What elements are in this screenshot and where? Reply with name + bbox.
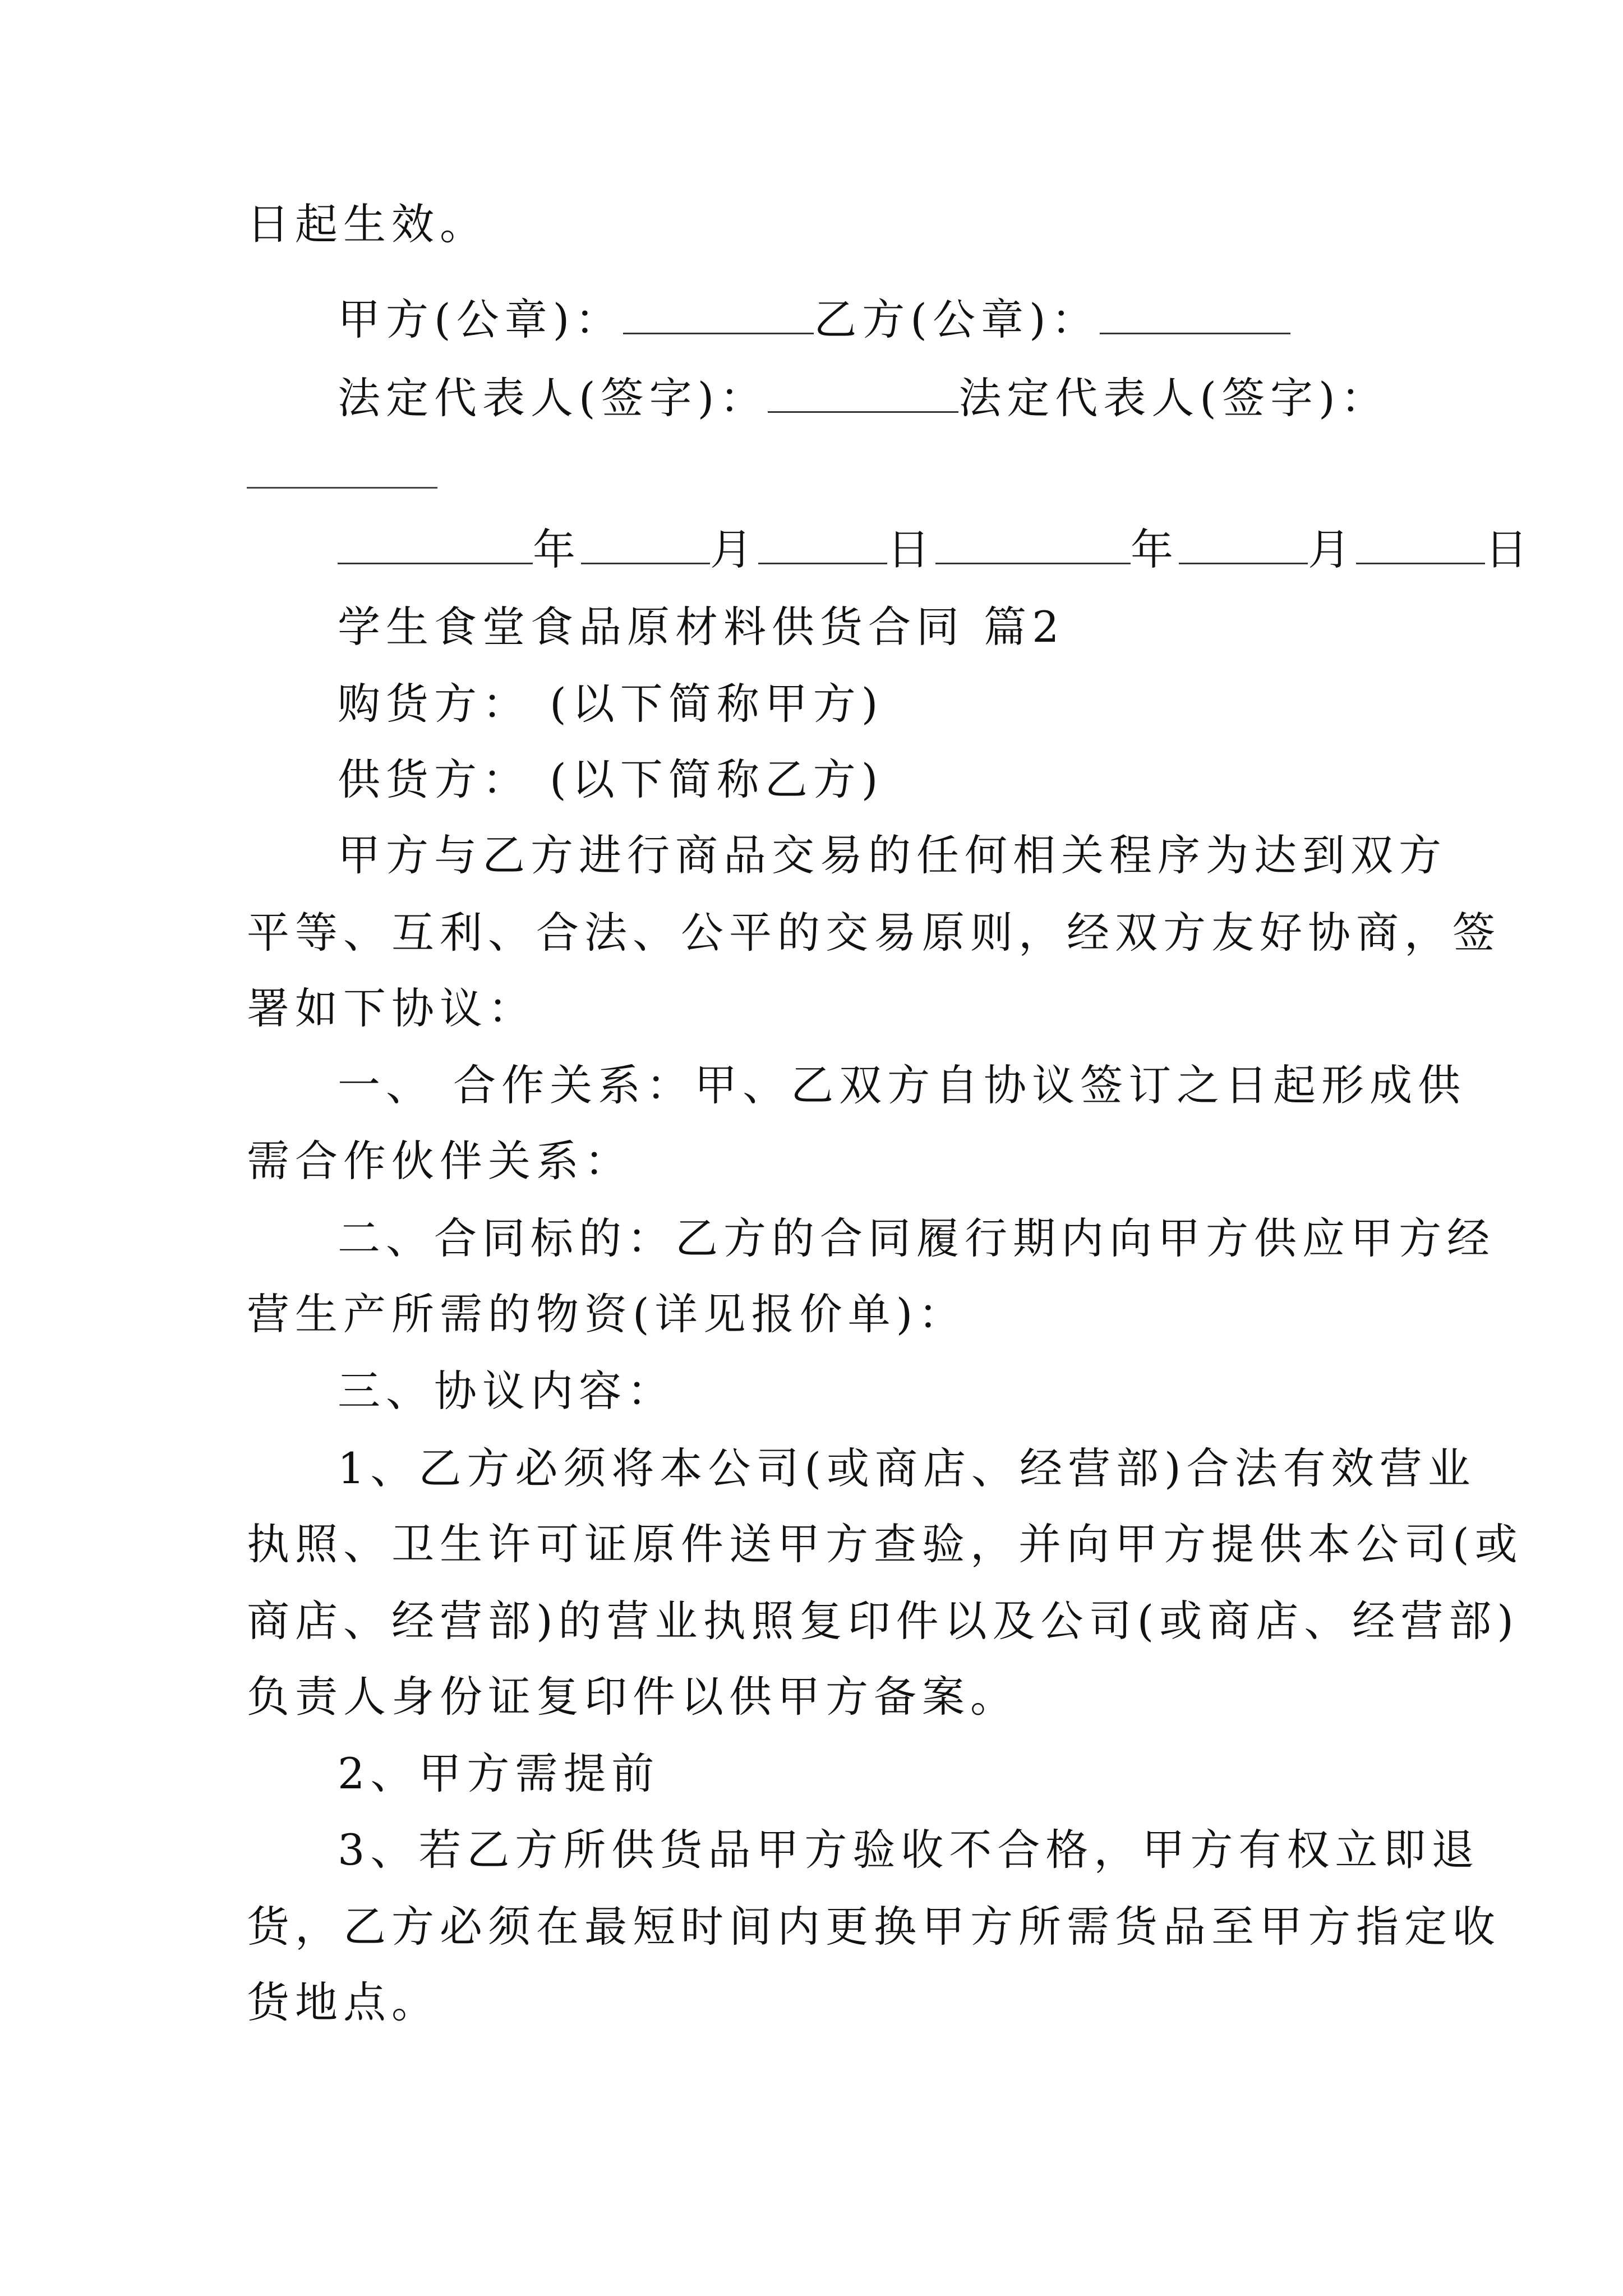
year-label-b: 年 xyxy=(1131,524,1179,574)
supplier-line: 供货方： (以下简称乙方) xyxy=(338,754,884,804)
month-label-b: 月 xyxy=(1308,524,1356,574)
party-b-seal-blank xyxy=(1100,293,1290,334)
paragraph-line: 负责人身份证复印件以供甲方备案。 xyxy=(247,1672,1018,1722)
month-blank-a xyxy=(581,523,710,564)
paragraph-line: 日起生效。 xyxy=(247,199,488,249)
legal-rep-line xyxy=(338,370,1482,426)
party-a-seal-blank xyxy=(623,293,814,334)
legal-rep-b-label: 法定代表人(签字)： xyxy=(958,373,1389,423)
day-blank-b xyxy=(1356,523,1485,564)
year-blank-b xyxy=(935,523,1131,564)
paragraph-line: 营生产所需的物资(详见报价单)： xyxy=(247,1289,967,1339)
paragraph-line: 货地点。 xyxy=(247,1977,440,2027)
legal-rep-a-label: 法定代表人(签字)： xyxy=(338,373,768,423)
paragraph-line: 货，乙方必须在最短时间内更换甲方所需货品至甲方指定收 xyxy=(247,1902,1501,1952)
paragraph-line: 需合作伙伴关系： xyxy=(247,1136,633,1186)
day-label-a: 日 xyxy=(887,524,935,574)
date-line xyxy=(338,522,1533,578)
paragraph-line: 商店、经营部)的营业执照复印件以及公司(或商店、经营部) xyxy=(247,1596,1519,1646)
paragraph-line: 2、甲方需提前 xyxy=(338,1749,660,1798)
month-blank-b xyxy=(1179,523,1308,564)
legal-rep-a-blank xyxy=(768,372,958,413)
year-blank-a xyxy=(338,523,533,564)
party-b-seal-label: 乙方(公章)： xyxy=(814,295,1100,344)
paragraph-line: 一、 合作关系：甲、乙双方自协议签订之日起形成供 xyxy=(338,1060,1467,1110)
party-a-seal-label: 甲方(公章)： xyxy=(338,295,624,344)
year-label-a: 年 xyxy=(533,524,581,574)
day-label-b: 日 xyxy=(1485,524,1533,574)
month-label-a: 月 xyxy=(710,524,758,574)
seal-line xyxy=(338,292,1482,348)
paragraph-line: 3、若乙方所供货品甲方验收不合格，甲方有权立即退 xyxy=(338,1825,1480,1875)
paragraph-line: 执照、卫生许可证原件送甲方查验，并向甲方提供本公司(或 xyxy=(247,1519,1523,1569)
paragraph-line: 署如下协议： xyxy=(247,983,536,1033)
paragraph-line: 二、合同标的：乙方的合同履行期内向甲方供应甲方经 xyxy=(338,1213,1495,1263)
buyer-line: 购货方： (以下简称甲方) xyxy=(338,679,884,729)
legal-rep-b-blank xyxy=(247,487,437,489)
paragraph-line: 甲方与乙方进行商品交易的任何相关程序为达到双方 xyxy=(338,830,1447,880)
day-blank-a xyxy=(758,523,887,564)
paragraph-line: 1、乙方必须将本公司(或商店、经营部)合法有效营业 xyxy=(338,1443,1476,1493)
paragraph-line: 平等、互利、合法、公平的交易原则，经双方友好协商，签 xyxy=(247,908,1501,958)
paragraph-line: 三、协议内容： xyxy=(338,1366,675,1416)
section-title: 学生食堂食品原材料供货合同 篇2 xyxy=(338,602,1065,652)
